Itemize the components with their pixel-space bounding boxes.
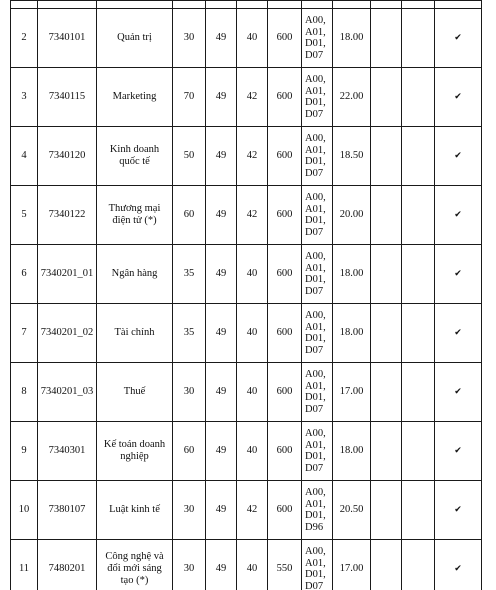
value-cell: 49 bbox=[206, 9, 237, 68]
empty-cell bbox=[402, 245, 435, 304]
value-cell: 40 bbox=[237, 9, 268, 68]
min-score: 17.00 bbox=[333, 363, 371, 422]
empty-cell bbox=[371, 363, 402, 422]
empty-cell bbox=[402, 304, 435, 363]
empty-cell bbox=[402, 127, 435, 186]
table-row bbox=[11, 127, 482, 186]
table-row bbox=[11, 9, 482, 68]
quota-value: 30 bbox=[173, 540, 206, 590]
quota-value: 35 bbox=[173, 245, 206, 304]
subject-combinations: A00, A01, D01, D96 bbox=[302, 481, 333, 540]
program-name: Luật kinh tế bbox=[97, 481, 173, 540]
min-score: 18.00 bbox=[333, 9, 371, 68]
subject-combinations: A00, A01, D01, D07 bbox=[302, 186, 333, 245]
min-score: 20.50 bbox=[333, 481, 371, 540]
table-row bbox=[11, 186, 482, 245]
value-cell: 600 bbox=[268, 68, 302, 127]
table-row bbox=[11, 68, 482, 127]
value-cell: 49 bbox=[206, 127, 237, 186]
program-name: Ngân hàng bbox=[97, 245, 173, 304]
program-code: 7380107 bbox=[38, 481, 97, 540]
value-cell: 40 bbox=[237, 422, 268, 481]
table-row bbox=[11, 304, 482, 363]
empty-cell bbox=[402, 9, 435, 68]
value-cell: 40 bbox=[237, 304, 268, 363]
check-mark-icon: ✔ bbox=[435, 186, 482, 245]
program-name: Quản trị bbox=[97, 9, 173, 68]
min-score: 22.00 bbox=[333, 68, 371, 127]
subject-combinations: A00, A01, D01, D07 bbox=[302, 68, 333, 127]
check-mark-icon: ✔ bbox=[435, 422, 482, 481]
value-cell: 40 bbox=[237, 540, 268, 590]
empty-cell bbox=[402, 422, 435, 481]
table-row bbox=[11, 363, 482, 422]
value-cell: 600 bbox=[268, 304, 302, 363]
program-code: 7480201 bbox=[38, 540, 97, 590]
min-score: 20.00 bbox=[333, 186, 371, 245]
empty-cell bbox=[371, 422, 402, 481]
program-code: 7340301 bbox=[38, 422, 97, 481]
value-cell: 600 bbox=[268, 127, 302, 186]
empty-cell bbox=[371, 304, 402, 363]
quota-value: 60 bbox=[173, 186, 206, 245]
check-mark-icon: ✔ bbox=[435, 540, 482, 590]
check-mark-icon: ✔ bbox=[435, 481, 482, 540]
empty-cell bbox=[371, 127, 402, 186]
check-mark-icon: ✔ bbox=[435, 127, 482, 186]
empty-cell bbox=[371, 245, 402, 304]
value-cell: 600 bbox=[268, 363, 302, 422]
value-cell: 600 bbox=[268, 422, 302, 481]
value-cell: 49 bbox=[206, 363, 237, 422]
value-cell: 600 bbox=[268, 481, 302, 540]
value-cell: 600 bbox=[268, 9, 302, 68]
empty-cell bbox=[402, 186, 435, 245]
value-cell: 40 bbox=[237, 363, 268, 422]
check-mark-icon: ✔ bbox=[435, 304, 482, 363]
row-number: 2 bbox=[11, 9, 38, 68]
empty-cell bbox=[371, 68, 402, 127]
program-name: Thuế bbox=[97, 363, 173, 422]
min-score: 18.50 bbox=[333, 127, 371, 186]
value-cell: 49 bbox=[206, 245, 237, 304]
empty-cell bbox=[371, 540, 402, 590]
value-cell: 42 bbox=[237, 68, 268, 127]
value-cell: 600 bbox=[268, 186, 302, 245]
value-cell: 42 bbox=[237, 481, 268, 540]
subject-combinations: A00, A01, D01, D07 bbox=[302, 304, 333, 363]
value-cell: 42 bbox=[237, 127, 268, 186]
empty-cell bbox=[371, 9, 402, 68]
quota-value: 30 bbox=[173, 481, 206, 540]
program-name: Thương mại điện tử (*) bbox=[97, 186, 173, 245]
min-score: 18.00 bbox=[333, 304, 371, 363]
empty-cell bbox=[402, 68, 435, 127]
program-name: Kinh doanh quốc tế bbox=[97, 127, 173, 186]
check-mark-icon: ✔ bbox=[435, 363, 482, 422]
quota-value: 70 bbox=[173, 68, 206, 127]
quota-value: 60 bbox=[173, 422, 206, 481]
row-number: 7 bbox=[11, 304, 38, 363]
table-row bbox=[11, 1, 482, 9]
program-code: 7340101 bbox=[38, 9, 97, 68]
quota-value: 30 bbox=[173, 9, 206, 68]
program-code: 7340201_02 bbox=[38, 304, 97, 363]
row-number: 6 bbox=[11, 245, 38, 304]
program-name: Kế toán doanh nghiệp bbox=[97, 422, 173, 481]
subject-combinations: A00, A01, D01, D07 bbox=[302, 540, 333, 590]
table-row bbox=[11, 422, 482, 481]
value-cell: 49 bbox=[206, 422, 237, 481]
empty-cell bbox=[402, 540, 435, 590]
program-name: Công nghệ và đổi mới sáng tạo (*) bbox=[97, 540, 173, 590]
subject-combinations: A00, A01, D01, D07 bbox=[302, 9, 333, 68]
empty-cell bbox=[402, 481, 435, 540]
value-cell: 49 bbox=[206, 304, 237, 363]
row-number: 9 bbox=[11, 422, 38, 481]
subject-combinations: A00, A01, D01, D07 bbox=[302, 127, 333, 186]
table-row bbox=[11, 481, 482, 540]
program-code: 7340122 bbox=[38, 186, 97, 245]
subject-combinations: A00, A01, D01, D07 bbox=[302, 422, 333, 481]
value-cell: 49 bbox=[206, 481, 237, 540]
program-code: 7340120 bbox=[38, 127, 97, 186]
quota-value: 50 bbox=[173, 127, 206, 186]
value-cell: 49 bbox=[206, 68, 237, 127]
row-number: 3 bbox=[11, 68, 38, 127]
empty-cell bbox=[371, 481, 402, 540]
row-number: 10 bbox=[11, 481, 38, 540]
value-cell: 600 bbox=[268, 245, 302, 304]
program-code: 7340115 bbox=[38, 68, 97, 127]
value-cell: 49 bbox=[206, 540, 237, 590]
value-cell: 550 bbox=[268, 540, 302, 590]
table-row bbox=[11, 245, 482, 304]
subject-combinations: A00, A01, D01, D07 bbox=[302, 245, 333, 304]
row-number: 4 bbox=[11, 127, 38, 186]
empty-cell bbox=[371, 186, 402, 245]
value-cell: 49 bbox=[206, 186, 237, 245]
min-score: 18.00 bbox=[333, 245, 371, 304]
row-number: 8 bbox=[11, 363, 38, 422]
table-row bbox=[11, 540, 482, 590]
check-mark-icon: ✔ bbox=[435, 9, 482, 68]
program-name: Marketing bbox=[97, 68, 173, 127]
min-score: 18.00 bbox=[333, 422, 371, 481]
row-number: 5 bbox=[11, 186, 38, 245]
check-mark-icon: ✔ bbox=[435, 245, 482, 304]
program-code: 7340201_03 bbox=[38, 363, 97, 422]
quota-value: 30 bbox=[173, 363, 206, 422]
program-name: Tài chính bbox=[97, 304, 173, 363]
empty-cell bbox=[402, 363, 435, 422]
value-cell: 40 bbox=[237, 245, 268, 304]
min-score: 17.00 bbox=[333, 540, 371, 590]
value-cell: 42 bbox=[237, 186, 268, 245]
row-number: 11 bbox=[11, 540, 38, 590]
program-code: 7340201_01 bbox=[38, 245, 97, 304]
check-mark-icon: ✔ bbox=[435, 68, 482, 127]
quota-value: 35 bbox=[173, 304, 206, 363]
admission-table bbox=[10, 0, 482, 590]
subject-combinations: A00, A01, D01, D07 bbox=[302, 363, 333, 422]
